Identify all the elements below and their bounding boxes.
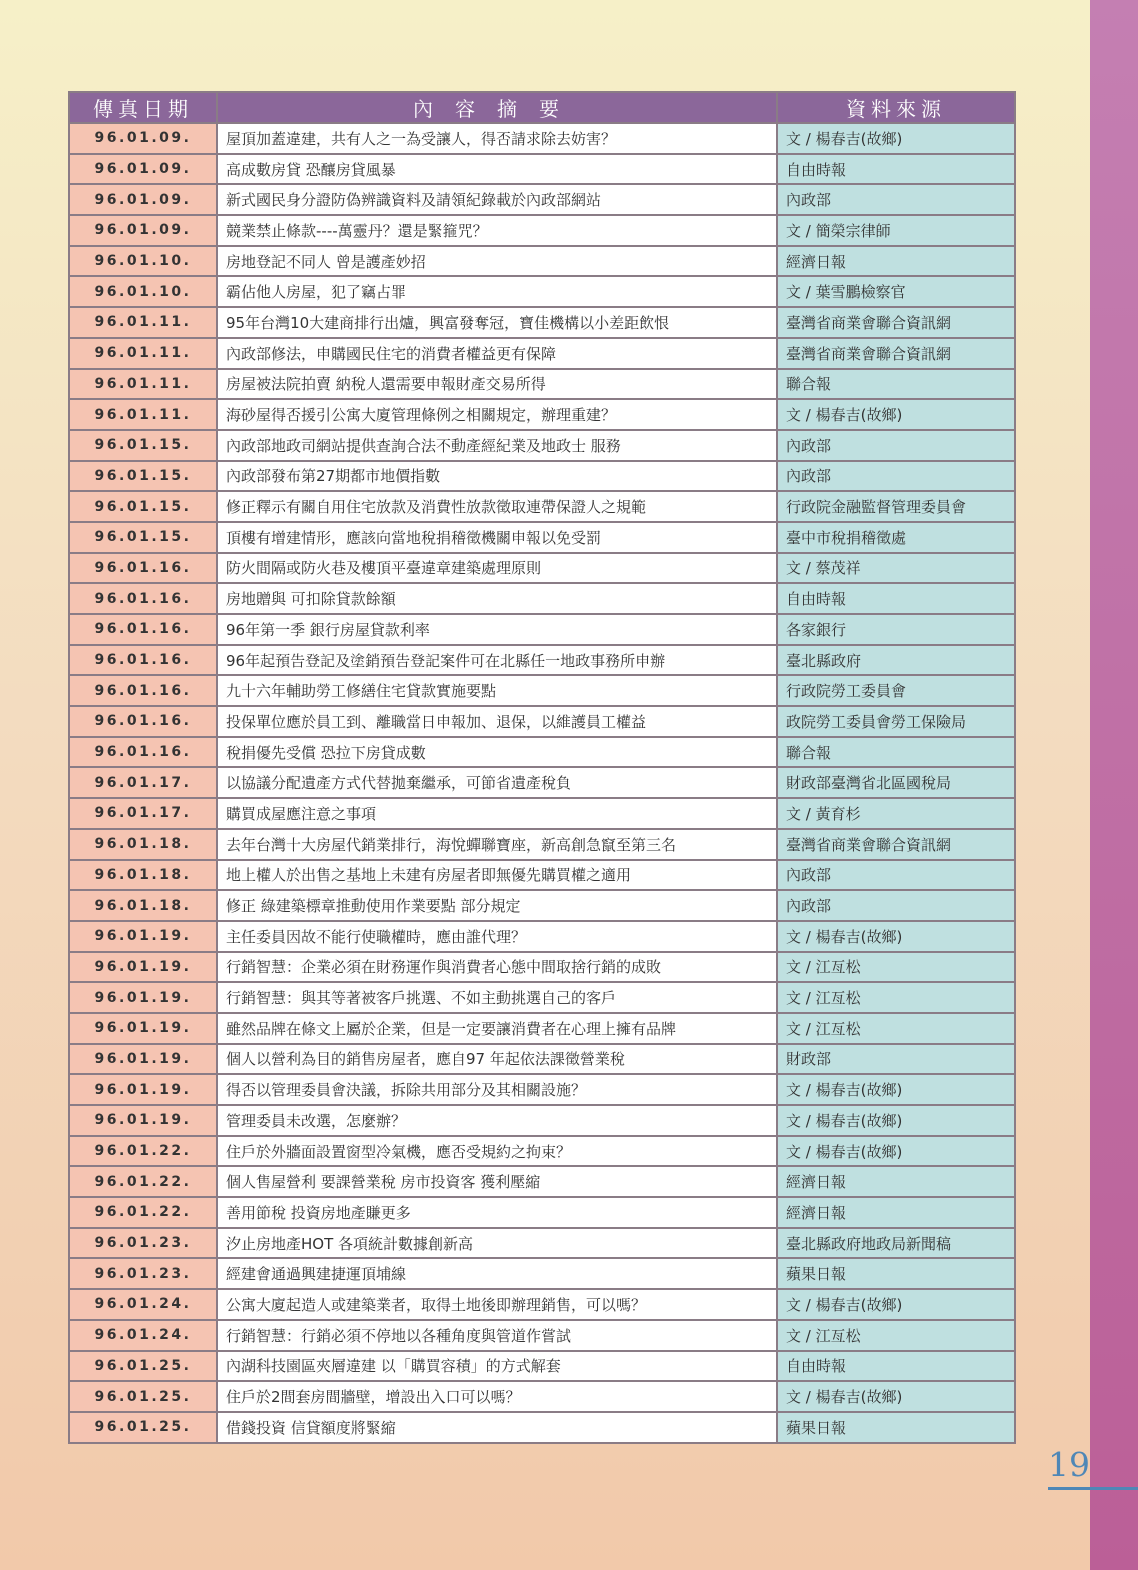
- table-row: [69, 399, 1015, 430]
- table-row: [69, 982, 1015, 1013]
- row-date: 96.01.09.: [69, 154, 217, 185]
- row-content: 內政部修法，申購國民住宅的消費者權益更有保障: [217, 338, 777, 369]
- header-date: 傳真日期: [69, 92, 217, 123]
- row-content: 屋頂加蓋違建，共有人之一為受讓人，得否請求除去妨害？: [217, 123, 777, 154]
- table-row: [69, 921, 1015, 952]
- table-row: [69, 1289, 1015, 1320]
- row-content: 公寓大廈起造人或建築業者，取得土地後即辦理銷售，可以嗎？: [217, 1289, 777, 1320]
- row-date: 96.01.19.: [69, 1105, 217, 1136]
- row-date: 96.01.10.: [69, 246, 217, 277]
- header-content: 內容摘要: [217, 92, 777, 123]
- row-content: 去年台灣十大房屋代銷業排行，海悅蟬聯寶座，新高創急竄至第三名: [217, 829, 777, 860]
- row-source: 經濟日報: [777, 1197, 1015, 1228]
- page-number: 19: [1048, 1445, 1090, 1484]
- row-source: 聯合報: [777, 369, 1015, 400]
- table-row: [69, 583, 1015, 614]
- row-source: 財政部: [777, 1044, 1015, 1075]
- table-row: [69, 1351, 1015, 1382]
- row-source: 文 / 楊春吉(故鄉): [777, 921, 1015, 952]
- row-content: 高成數房貸 恐釀房貸風暴: [217, 154, 777, 185]
- row-source: 文 / 簡榮宗律師: [777, 215, 1015, 246]
- row-date: 96.01.09.: [69, 184, 217, 215]
- table-row: [69, 675, 1015, 706]
- table-row: [69, 215, 1015, 246]
- row-date: 96.01.16.: [69, 706, 217, 737]
- table-row: [69, 1258, 1015, 1289]
- decorative-side-bar: [1090, 0, 1138, 1570]
- row-source: 內政部: [777, 430, 1015, 461]
- table-row: [69, 1074, 1015, 1105]
- table-row: [69, 645, 1015, 676]
- table-row: [69, 1381, 1015, 1412]
- row-content: 借錢投資 信貸額度將緊縮: [217, 1412, 777, 1443]
- row-date: 96.01.19.: [69, 1074, 217, 1105]
- row-content: 行銷智慧：行銷必須不停地以各種角度與管道作嘗試: [217, 1320, 777, 1351]
- row-content: 住戶於2間套房間牆壁，增設出入口可以嗎？: [217, 1381, 777, 1412]
- row-source: 文 / 楊春吉(故鄉): [777, 399, 1015, 430]
- table-header-row: [69, 92, 1015, 123]
- row-source: 蘋果日報: [777, 1412, 1015, 1443]
- row-source: 內政部: [777, 184, 1015, 215]
- table-row: [69, 491, 1015, 522]
- row-date: 96.01.24.: [69, 1320, 217, 1351]
- row-source: 內政部: [777, 860, 1015, 891]
- row-content: 頂樓有增建情形，應該向當地稅捐稽徵機關申報以免受罰: [217, 522, 777, 553]
- row-source: 臺北縣政府: [777, 645, 1015, 676]
- table-row: [69, 276, 1015, 307]
- row-date: 96.01.10.: [69, 276, 217, 307]
- row-date: 96.01.16.: [69, 583, 217, 614]
- row-source: 文 / 楊春吉(故鄉): [777, 1136, 1015, 1167]
- row-content: 個人以營利為目的銷售房屋者，應自97 年起依法課徵營業稅: [217, 1044, 777, 1075]
- table-row: [69, 553, 1015, 584]
- table-row: [69, 338, 1015, 369]
- table-body: [69, 123, 1015, 1443]
- row-source: 文 / 楊春吉(故鄉): [777, 1074, 1015, 1105]
- table-row: [69, 1013, 1015, 1044]
- row-date: 96.01.16.: [69, 645, 217, 676]
- row-source: 文 / 江亙松: [777, 982, 1015, 1013]
- row-content: 雖然品牌在條文上屬於企業，但是一定要讓消費者在心理上擁有品牌: [217, 1013, 777, 1044]
- row-source: 文 / 葉雪鵬檢察官: [777, 276, 1015, 307]
- table-row: [69, 307, 1015, 338]
- row-date: 96.01.15.: [69, 430, 217, 461]
- table-row: [69, 798, 1015, 829]
- table-row: [69, 767, 1015, 798]
- row-date: 96.01.16.: [69, 737, 217, 768]
- row-date: 96.01.25.: [69, 1412, 217, 1443]
- row-date: 96.01.09.: [69, 123, 217, 154]
- table-row: [69, 890, 1015, 921]
- table-row: [69, 860, 1015, 891]
- row-content: 得否以管理委員會決議，拆除共用部分及其相關設施？: [217, 1074, 777, 1105]
- row-source: 文 / 楊春吉(故鄉): [777, 1381, 1015, 1412]
- row-content: 霸佔他人房屋，犯了竊占罪: [217, 276, 777, 307]
- row-content: 投保單位應於員工到、離職當日申報加、退保，以維護員工權益: [217, 706, 777, 737]
- row-date: 96.01.15.: [69, 522, 217, 553]
- row-source: 臺中市稅捐稽徵處: [777, 522, 1015, 553]
- table-row: [69, 1044, 1015, 1075]
- row-date: 96.01.09.: [69, 215, 217, 246]
- row-content: 個人售屋營利 要課營業稅 房市投資客 獲利壓縮: [217, 1166, 777, 1197]
- row-date: 96.01.16.: [69, 553, 217, 584]
- table-row: [69, 1197, 1015, 1228]
- row-content: 房地贈與 可扣除貸款餘額: [217, 583, 777, 614]
- table-row: [69, 1105, 1015, 1136]
- row-content: 新式國民身分證防偽辨識資料及請領紀錄載於內政部網站: [217, 184, 777, 215]
- row-content: 善用節稅 投資房地產賺更多: [217, 1197, 777, 1228]
- header-source: 資料來源: [777, 92, 1015, 123]
- row-source: 文 / 江亙松: [777, 1013, 1015, 1044]
- row-content: 海砂屋得否援引公寓大廈管理條例之相關規定，辦理重建？: [217, 399, 777, 430]
- row-source: 聯合報: [777, 737, 1015, 768]
- row-date: 96.01.19.: [69, 1044, 217, 1075]
- table-row: [69, 184, 1015, 215]
- row-source: 內政部: [777, 890, 1015, 921]
- row-date: 96.01.11.: [69, 307, 217, 338]
- row-content: 房地登記不同人 曾是護產妙招: [217, 246, 777, 277]
- row-content: 地上權人於出售之基地上未建有房屋者即無優先購買權之適用: [217, 860, 777, 891]
- row-date: 96.01.19.: [69, 982, 217, 1013]
- row-source: 經濟日報: [777, 246, 1015, 277]
- table-row: [69, 522, 1015, 553]
- table-row: [69, 154, 1015, 185]
- row-content: 96年第一季 銀行房屋貸款利率: [217, 614, 777, 645]
- row-content: 內政部地政司網站提供查詢合法不動產經紀業及地政士 服務: [217, 430, 777, 461]
- table-row: [69, 430, 1015, 461]
- row-date: 96.01.22.: [69, 1197, 217, 1228]
- row-date: 96.01.22.: [69, 1166, 217, 1197]
- row-content: 96年起預告登記及塗銷預告登記案件可在北縣任一地政事務所申辦: [217, 645, 777, 676]
- row-source: 自由時報: [777, 154, 1015, 185]
- table-row: [69, 369, 1015, 400]
- table-row: [69, 1166, 1015, 1197]
- row-source: 文 / 黃育杉: [777, 798, 1015, 829]
- row-content: 競業禁止條款----萬靈丹？還是緊箍咒？: [217, 215, 777, 246]
- row-content: 汐止房地產HOT 各項統計數據創新高: [217, 1228, 777, 1259]
- row-source: 臺灣省商業會聯合資訊網: [777, 338, 1015, 369]
- row-source: 文 / 楊春吉(故鄉): [777, 1105, 1015, 1136]
- row-date: 96.01.25.: [69, 1351, 217, 1382]
- table-row: [69, 461, 1015, 492]
- row-source: 各家銀行: [777, 614, 1015, 645]
- row-date: 96.01.11.: [69, 399, 217, 430]
- row-content: 住戶於外牆面設置窗型冷氣機，應否受規約之拘束？: [217, 1136, 777, 1167]
- row-content: 95年台灣10大建商排行出爐，興富發奪冠，寶佳機構以小差距飲恨: [217, 307, 777, 338]
- row-date: 96.01.18.: [69, 860, 217, 891]
- row-date: 96.01.17.: [69, 798, 217, 829]
- table-row: [69, 1228, 1015, 1259]
- row-date: 96.01.25.: [69, 1381, 217, 1412]
- row-source: 蘋果日報: [777, 1258, 1015, 1289]
- row-source: 文 / 楊春吉(故鄉): [777, 1289, 1015, 1320]
- row-content: 內湖科技園區夾層違建 以「購買容積」的方式解套: [217, 1351, 777, 1382]
- row-date: 96.01.15.: [69, 461, 217, 492]
- row-date: 96.01.19.: [69, 952, 217, 983]
- row-source: 文 / 楊春吉(故鄉): [777, 123, 1015, 154]
- row-source: 自由時報: [777, 1351, 1015, 1382]
- table-row: [69, 952, 1015, 983]
- table-row: [69, 829, 1015, 860]
- table-row: [69, 1412, 1015, 1443]
- row-source: 臺北縣政府地政局新聞稿: [777, 1228, 1015, 1259]
- row-date: 96.01.23.: [69, 1228, 217, 1259]
- row-source: 文 / 蔡茂祥: [777, 553, 1015, 584]
- table-row: [69, 1136, 1015, 1167]
- table-row: [69, 737, 1015, 768]
- row-content: 九十六年輔助勞工修繕住宅貸款實施要點: [217, 675, 777, 706]
- row-date: 96.01.23.: [69, 1258, 217, 1289]
- row-date: 96.01.17.: [69, 767, 217, 798]
- row-content: 修正釋示有關自用住宅放款及消費性放款徵取連帶保證人之規範: [217, 491, 777, 522]
- row-content: 行銷智慧：與其等著被客戶挑選、不如主動挑選自己的客戶: [217, 982, 777, 1013]
- row-source: 財政部臺灣省北區國稅局: [777, 767, 1015, 798]
- row-date: 96.01.18.: [69, 890, 217, 921]
- row-source: 內政部: [777, 461, 1015, 492]
- row-content: 主任委員因故不能行使職權時，應由誰代理？: [217, 921, 777, 952]
- row-content: 防火間隔或防火巷及樓頂平臺違章建築處理原則: [217, 553, 777, 584]
- row-date: 96.01.24.: [69, 1289, 217, 1320]
- table-row: [69, 1320, 1015, 1351]
- fax-summary-table: [68, 91, 1016, 1444]
- row-source: 經濟日報: [777, 1166, 1015, 1197]
- row-source: 自由時報: [777, 583, 1015, 614]
- row-source: 政院勞工委員會勞工保險局: [777, 706, 1015, 737]
- row-date: 96.01.11.: [69, 338, 217, 369]
- row-content: 房屋被法院拍賣 納稅人還需要申報財產交易所得: [217, 369, 777, 400]
- row-date: 96.01.16.: [69, 675, 217, 706]
- row-date: 96.01.19.: [69, 1013, 217, 1044]
- row-content: 經建會通過興建捷運頂埔線: [217, 1258, 777, 1289]
- table-row: [69, 246, 1015, 277]
- row-date: 96.01.19.: [69, 921, 217, 952]
- row-content: 以協議分配遺產方式代替拋棄繼承，可節省遺產稅負: [217, 767, 777, 798]
- page-number-underline: [1048, 1487, 1138, 1490]
- row-content: 購買成屋應注意之事項: [217, 798, 777, 829]
- row-content: 內政部發布第27期都市地價指數: [217, 461, 777, 492]
- row-source: 行政院金融監督管理委員會: [777, 491, 1015, 522]
- row-date: 96.01.22.: [69, 1136, 217, 1167]
- row-date: 96.01.16.: [69, 614, 217, 645]
- row-date: 96.01.18.: [69, 829, 217, 860]
- row-source: 臺灣省商業會聯合資訊網: [777, 829, 1015, 860]
- table-row: [69, 706, 1015, 737]
- row-source: 文 / 江亙松: [777, 1320, 1015, 1351]
- row-source: 行政院勞工委員會: [777, 675, 1015, 706]
- row-content: 行銷智慧：企業必須在財務運作與消費者心態中間取捨行銷的成敗: [217, 952, 777, 983]
- row-content: 管理委員未改選，怎麼辦？: [217, 1105, 777, 1136]
- row-date: 96.01.15.: [69, 491, 217, 522]
- row-content: 修正 綠建築標章推動使用作業要點 部分規定: [217, 890, 777, 921]
- table-row: [69, 614, 1015, 645]
- row-date: 96.01.11.: [69, 369, 217, 400]
- row-source: 臺灣省商業會聯合資訊網: [777, 307, 1015, 338]
- row-source: 文 / 江亙松: [777, 952, 1015, 983]
- row-content: 稅捐優先受償 恐拉下房貸成數: [217, 737, 777, 768]
- table-row: [69, 123, 1015, 154]
